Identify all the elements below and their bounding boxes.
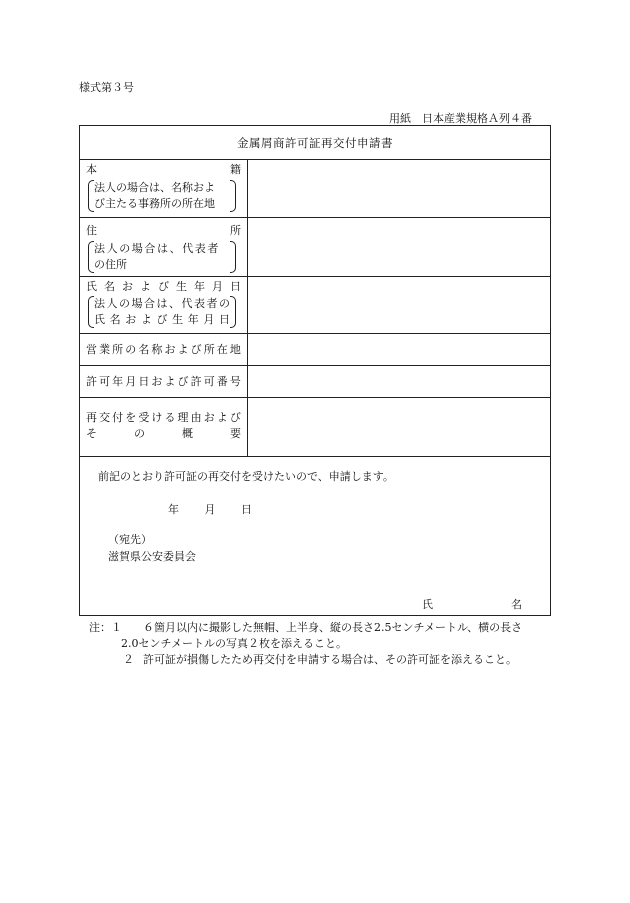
note-shimei: 法 人 の 場 合 は 、 代 表 者 の 氏 名 お よ び 生 年 月 日 — [88, 296, 236, 328]
input-kyoka[interactable] — [249, 365, 550, 397]
input-shimei[interactable] — [249, 276, 550, 333]
note-honseki: 法人の場合は、名称およ び主たる事務所の所在地 — [88, 180, 236, 212]
input-eigyosho[interactable] — [249, 333, 550, 365]
input-jusho[interactable] — [249, 217, 550, 276]
row-jusho — [80, 217, 550, 277]
notes — [79, 620, 554, 668]
note-jusho: 法人の場合は、代表者 の住所 — [88, 241, 236, 273]
label-jusho: 住 所 法人の場合は、代表者 の住所 — [80, 217, 248, 276]
signature-field[interactable]: 氏 名 — [422, 598, 522, 611]
row-eigyosho — [80, 333, 550, 366]
row-riyu — [80, 397, 550, 457]
label-honseki: 本 籍 法人の場合は、名称およ び主たる事務所の所在地 — [80, 159, 248, 217]
input-honseki[interactable] — [249, 159, 550, 217]
note-1: 注：１ ６箇月以内に撮影した無帽、上半身、縦の長さ2.5センチメートル、横の長さ 2.0センチメートルの写真２枚を添えること。 — [89, 621, 523, 650]
paper-spec: 用紙 日本産業規格Ａ列４番 — [389, 112, 532, 125]
date-month: 月 — [204, 503, 216, 516]
addressee: 滋賀県公安委員会 — [108, 550, 196, 563]
row-shimei — [80, 276, 550, 334]
label-shimei: 氏 名 お よ び 生 年 月 日 法 人 の 場 合 は 、 代 表 者 の 氏 名 お よ び 生 年 月 日 — [80, 276, 248, 333]
declaration-text: 前記のとおり許可証の再交付を受けたいので、申請します。 — [98, 470, 394, 483]
input-riyu[interactable] — [249, 397, 550, 456]
date-line[interactable] — [168, 501, 252, 517]
form-number: 様式第３号 — [79, 81, 134, 94]
label-riyu: 再 交 付 を 受 け る 理 由 お よ び そ の 概 要 — [80, 397, 248, 456]
addressee-label: （宛先） — [108, 533, 152, 546]
label-eigyosho: 営 業 所 の 名 称 お よ び 所 在 地 — [80, 333, 248, 365]
date-year: 年 — [168, 503, 179, 516]
application-form-table — [79, 125, 551, 616]
notes-head: 注：１ — [89, 621, 122, 634]
row-kyoka — [80, 365, 550, 398]
note-2: ２ 許可証が損傷したため再交付を申請する場合は、その許可証を添えること。 — [123, 653, 517, 666]
label-kyoka: 許 可 年 月 日 お よ び 許 可 番 号 — [80, 365, 248, 397]
date-day: 日 — [241, 503, 252, 516]
row-honseki — [80, 159, 550, 218]
form-title: 金属屑商許可証再交付申請書 — [80, 126, 550, 160]
declaration-section — [80, 456, 550, 616]
